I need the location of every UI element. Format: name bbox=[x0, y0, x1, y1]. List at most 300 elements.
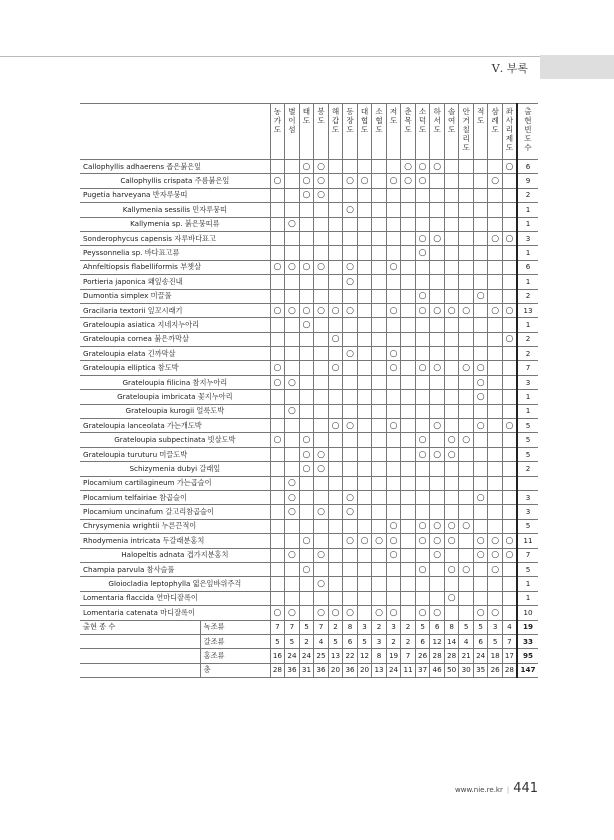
occurrence-cell bbox=[473, 260, 488, 274]
page-footer bbox=[455, 781, 538, 796]
occurrence-cell bbox=[343, 318, 358, 332]
occurrence-cell bbox=[270, 577, 285, 591]
occurrence-cell bbox=[502, 246, 517, 260]
occurrence-cell bbox=[401, 462, 416, 476]
occurrence-cell bbox=[473, 462, 488, 476]
species-name: Grateloupia elliptica 참도박 bbox=[80, 361, 270, 375]
occurrence-cell bbox=[386, 577, 401, 591]
occurrence-cell bbox=[299, 217, 314, 231]
frequency-count: 6 bbox=[517, 260, 538, 274]
frequency-count: 3 bbox=[517, 231, 538, 245]
occurrence-cell bbox=[415, 203, 430, 217]
occurrence-cell bbox=[270, 332, 285, 346]
occurrence-cell bbox=[357, 447, 372, 461]
occurrence-cell bbox=[488, 375, 503, 389]
frequency-count: 11 bbox=[517, 534, 538, 548]
occurrence-mark: ○ bbox=[502, 231, 517, 245]
occurrence-cell bbox=[270, 289, 285, 303]
occurrence-cell bbox=[328, 404, 343, 418]
table-row bbox=[80, 188, 538, 202]
occurrence-cell bbox=[285, 519, 300, 533]
occurrence-mark: ○ bbox=[430, 548, 445, 562]
occurrence-cell bbox=[386, 203, 401, 217]
occurrence-cell bbox=[299, 419, 314, 433]
occurrence-cell bbox=[473, 476, 488, 490]
occurrence-cell bbox=[372, 490, 387, 504]
table-row bbox=[80, 490, 538, 504]
occurrence-cell bbox=[270, 246, 285, 260]
summary-value: 2 bbox=[372, 620, 387, 634]
occurrence-cell bbox=[401, 246, 416, 260]
occurrence-cell bbox=[285, 462, 300, 476]
occurrence-cell bbox=[343, 476, 358, 490]
occurrence-cell bbox=[415, 490, 430, 504]
species-name: Schizymenia dubyi 갈래잎 bbox=[80, 462, 270, 476]
summary-total: 147 bbox=[517, 663, 538, 677]
table-row bbox=[80, 246, 538, 260]
occurrence-cell bbox=[314, 476, 329, 490]
frequency-count: 2 bbox=[517, 462, 538, 476]
occurrence-cell bbox=[386, 332, 401, 346]
occurrence-cell bbox=[473, 275, 488, 289]
occurrence-mark: ○ bbox=[343, 347, 358, 361]
species-name: Callophyllis adhaerens 좁은붉은잎 bbox=[80, 160, 270, 174]
occurrence-cell bbox=[328, 188, 343, 202]
occurrence-cell bbox=[488, 332, 503, 346]
summary-value: 13 bbox=[372, 663, 387, 677]
occurrence-mark: ○ bbox=[502, 548, 517, 562]
occurrence-cell bbox=[328, 375, 343, 389]
occurrence-cell bbox=[459, 404, 474, 418]
occurrence-cell bbox=[415, 275, 430, 289]
occurrence-cell bbox=[314, 347, 329, 361]
occurrence-cell bbox=[430, 217, 445, 231]
occurrence-cell bbox=[502, 260, 517, 274]
summary-category: 총 bbox=[200, 663, 270, 677]
occurrence-mark: ○ bbox=[328, 606, 343, 620]
frequency-count: 2 bbox=[517, 289, 538, 303]
occurrence-mark: ○ bbox=[285, 260, 300, 274]
occurrence-mark: ○ bbox=[343, 505, 358, 519]
occurrence-mark: ○ bbox=[285, 476, 300, 490]
occurrence-cell bbox=[299, 275, 314, 289]
occurrence-cell bbox=[314, 275, 329, 289]
occurrence-cell bbox=[401, 188, 416, 202]
occurrence-cell bbox=[357, 577, 372, 591]
occurrence-mark: ○ bbox=[328, 303, 343, 317]
summary-value: 36 bbox=[314, 663, 329, 677]
occurrence-cell bbox=[473, 160, 488, 174]
occurrence-cell bbox=[430, 174, 445, 188]
occurrence-cell bbox=[459, 275, 474, 289]
occurrence-cell bbox=[314, 534, 329, 548]
summary-category: 홍조류 bbox=[200, 649, 270, 663]
occurrence-mark: ○ bbox=[488, 606, 503, 620]
table-row bbox=[80, 375, 538, 389]
occurrence-mark: ○ bbox=[270, 303, 285, 317]
occurrence-mark: ○ bbox=[473, 534, 488, 548]
column-header-label: 대협도 bbox=[360, 107, 369, 134]
occurrence-cell bbox=[444, 246, 459, 260]
occurrence-mark: ○ bbox=[386, 260, 401, 274]
occurrence-cell bbox=[473, 318, 488, 332]
occurrence-cell bbox=[285, 591, 300, 605]
occurrence-cell bbox=[328, 433, 343, 447]
occurrence-cell bbox=[502, 490, 517, 504]
species-name: Ahnfeltiopsis flabelliformis 부챗살 bbox=[80, 260, 270, 274]
occurrence-mark: ○ bbox=[299, 534, 314, 548]
column-header-label: 소협도 bbox=[375, 107, 383, 134]
occurrence-cell bbox=[270, 490, 285, 504]
occurrence-cell bbox=[270, 275, 285, 289]
occurrence-cell bbox=[488, 160, 503, 174]
occurrence-cell bbox=[343, 332, 358, 346]
summary-value: 2 bbox=[401, 620, 416, 634]
summary-value: 2 bbox=[299, 634, 314, 648]
occurrence-cell bbox=[372, 289, 387, 303]
species-name: Lomentaria flaccida 연마디잘록이 bbox=[80, 591, 270, 605]
column-header-island bbox=[473, 104, 488, 160]
occurrence-cell bbox=[357, 433, 372, 447]
summary-value: 6 bbox=[415, 634, 430, 648]
occurrence-cell bbox=[285, 534, 300, 548]
occurrence-cell bbox=[386, 275, 401, 289]
occurrence-mark: ○ bbox=[502, 303, 517, 317]
occurrence-cell bbox=[459, 260, 474, 274]
occurrence-cell bbox=[328, 534, 343, 548]
occurrence-cell bbox=[372, 447, 387, 461]
summary-value: 31 bbox=[299, 663, 314, 677]
occurrence-cell bbox=[328, 562, 343, 576]
occurrence-mark: ○ bbox=[415, 246, 430, 260]
occurrence-cell bbox=[314, 203, 329, 217]
occurrence-cell bbox=[488, 390, 503, 404]
occurrence-cell bbox=[270, 347, 285, 361]
occurrence-cell bbox=[444, 505, 459, 519]
summary-value: 5 bbox=[299, 620, 314, 634]
summary-total: 19 bbox=[517, 620, 538, 634]
summary-total: 33 bbox=[517, 634, 538, 648]
occurrence-cell bbox=[488, 577, 503, 591]
occurrence-mark: ○ bbox=[299, 160, 314, 174]
occurrence-cell bbox=[502, 188, 517, 202]
occurrence-mark: ○ bbox=[444, 303, 459, 317]
frequency-count: 3 bbox=[517, 505, 538, 519]
summary-value: 28 bbox=[502, 663, 517, 677]
occurrence-cell bbox=[473, 447, 488, 461]
frequency-count: 7 bbox=[517, 548, 538, 562]
occurrence-cell bbox=[415, 347, 430, 361]
occurrence-cell bbox=[372, 404, 387, 418]
occurrence-cell bbox=[357, 404, 372, 418]
occurrence-cell bbox=[502, 562, 517, 576]
species-name: Kallymenia sessilis 민자루뭉띠 bbox=[80, 203, 270, 217]
table-row bbox=[80, 577, 538, 591]
occurrence-mark: ○ bbox=[502, 419, 517, 433]
occurrence-cell bbox=[328, 231, 343, 245]
occurrence-mark: ○ bbox=[473, 419, 488, 433]
occurrence-cell bbox=[430, 188, 445, 202]
occurrence-cell bbox=[328, 260, 343, 274]
occurrence-cell bbox=[459, 534, 474, 548]
summary-value: 28 bbox=[444, 649, 459, 663]
occurrence-cell bbox=[415, 375, 430, 389]
occurrence-cell bbox=[328, 203, 343, 217]
frequency-count bbox=[517, 476, 538, 490]
occurrence-cell bbox=[299, 332, 314, 346]
occurrence-cell bbox=[270, 505, 285, 519]
occurrence-mark: ○ bbox=[444, 562, 459, 576]
occurrence-cell bbox=[285, 203, 300, 217]
frequency-count: 1 bbox=[517, 577, 538, 591]
occurrence-mark: ○ bbox=[488, 562, 503, 576]
occurrence-cell bbox=[299, 519, 314, 533]
species-name: Grateloupia cornea 붉은까막살 bbox=[80, 332, 270, 346]
occurrence-cell bbox=[299, 231, 314, 245]
table-row bbox=[80, 231, 538, 245]
occurrence-cell bbox=[372, 332, 387, 346]
summary-row bbox=[80, 620, 538, 634]
occurrence-cell bbox=[386, 476, 401, 490]
occurrence-cell bbox=[430, 289, 445, 303]
occurrence-cell bbox=[299, 246, 314, 260]
occurrence-cell bbox=[502, 361, 517, 375]
occurrence-cell bbox=[299, 203, 314, 217]
occurrence-mark: ○ bbox=[314, 303, 329, 317]
summary-value: 5 bbox=[459, 620, 474, 634]
occurrence-cell bbox=[285, 275, 300, 289]
header-species-blank bbox=[80, 104, 270, 160]
summary-value: 24 bbox=[299, 649, 314, 663]
occurrence-cell bbox=[401, 390, 416, 404]
occurrence-mark: ○ bbox=[386, 419, 401, 433]
occurrence-cell bbox=[401, 419, 416, 433]
occurrence-cell bbox=[401, 447, 416, 461]
summary-value: 7 bbox=[502, 634, 517, 648]
species-name: Grateloupia imbricata 꽃지누아리 bbox=[80, 390, 270, 404]
occurrence-cell bbox=[459, 160, 474, 174]
summary-value: 5 bbox=[357, 634, 372, 648]
occurrence-mark: ○ bbox=[299, 433, 314, 447]
summary-value: 4 bbox=[502, 620, 517, 634]
occurrence-cell bbox=[343, 289, 358, 303]
occurrence-mark: ○ bbox=[372, 606, 387, 620]
column-header-frequency bbox=[517, 104, 538, 160]
frequency-count: 3 bbox=[517, 375, 538, 389]
occurrence-mark: ○ bbox=[285, 303, 300, 317]
summary-value: 5 bbox=[270, 634, 285, 648]
occurrence-cell bbox=[328, 505, 343, 519]
occurrence-cell bbox=[459, 390, 474, 404]
occurrence-cell bbox=[401, 433, 416, 447]
occurrence-cell bbox=[372, 303, 387, 317]
occurrence-cell bbox=[357, 591, 372, 605]
occurrence-cell bbox=[357, 562, 372, 576]
occurrence-cell bbox=[270, 404, 285, 418]
species-name: Halopeltis adnata 겹가지분홍치 bbox=[80, 548, 270, 562]
occurrence-mark: ○ bbox=[473, 548, 488, 562]
occurrence-cell bbox=[270, 160, 285, 174]
occurrence-mark: ○ bbox=[444, 519, 459, 533]
occurrence-mark: ○ bbox=[386, 534, 401, 548]
occurrence-mark: ○ bbox=[488, 534, 503, 548]
occurrence-cell bbox=[314, 318, 329, 332]
table-row bbox=[80, 332, 538, 346]
occurrence-cell bbox=[473, 332, 488, 346]
table-header-row bbox=[80, 104, 538, 160]
table-row bbox=[80, 462, 538, 476]
occurrence-cell bbox=[357, 217, 372, 231]
occurrence-cell bbox=[444, 390, 459, 404]
occurrence-cell bbox=[372, 160, 387, 174]
occurrence-cell bbox=[357, 318, 372, 332]
occurrence-cell bbox=[401, 505, 416, 519]
summary-value: 2 bbox=[328, 620, 343, 634]
occurrence-cell bbox=[299, 390, 314, 404]
summary-value: 7 bbox=[401, 649, 416, 663]
occurrence-cell bbox=[357, 289, 372, 303]
occurrence-cell bbox=[401, 534, 416, 548]
occurrence-cell bbox=[488, 505, 503, 519]
column-header-label: 해갑도 bbox=[331, 107, 340, 134]
occurrence-cell bbox=[444, 462, 459, 476]
occurrence-cell bbox=[415, 318, 430, 332]
summary-label: 출현 종 수 bbox=[80, 620, 200, 634]
occurrence-cell bbox=[502, 505, 517, 519]
occurrence-cell bbox=[401, 562, 416, 576]
occurrence-mark: ○ bbox=[473, 490, 488, 504]
species-name: Plocamium telfairiae 참곱슬이 bbox=[80, 490, 270, 504]
occurrence-cell bbox=[415, 188, 430, 202]
occurrence-mark: ○ bbox=[415, 433, 430, 447]
summary-value: 12 bbox=[357, 649, 372, 663]
summary-value: 2 bbox=[386, 634, 401, 648]
occurrence-mark: ○ bbox=[314, 505, 329, 519]
occurrence-cell bbox=[372, 375, 387, 389]
occurrence-cell bbox=[444, 260, 459, 274]
occurrence-cell bbox=[372, 419, 387, 433]
occurrence-cell bbox=[357, 203, 372, 217]
summary-value: 6 bbox=[430, 620, 445, 634]
occurrence-cell bbox=[314, 490, 329, 504]
occurrence-cell bbox=[372, 476, 387, 490]
occurrence-cell bbox=[328, 246, 343, 260]
occurrence-mark: ○ bbox=[328, 361, 343, 375]
occurrence-cell bbox=[502, 174, 517, 188]
occurrence-cell bbox=[401, 577, 416, 591]
occurrence-cell bbox=[386, 217, 401, 231]
occurrence-mark: ○ bbox=[314, 260, 329, 274]
occurrence-cell bbox=[285, 318, 300, 332]
occurrence-mark: ○ bbox=[285, 505, 300, 519]
occurrence-cell bbox=[430, 433, 445, 447]
occurrence-cell bbox=[488, 404, 503, 418]
occurrence-cell bbox=[270, 318, 285, 332]
occurrence-cell bbox=[488, 447, 503, 461]
occurrence-cell bbox=[459, 318, 474, 332]
occurrence-cell bbox=[328, 476, 343, 490]
summary-value: 20 bbox=[328, 663, 343, 677]
species-name: Peyssonnelia sp. 바다표고류 bbox=[80, 246, 270, 260]
occurrence-cell bbox=[357, 332, 372, 346]
occurrence-mark: ○ bbox=[343, 534, 358, 548]
occurrence-mark: ○ bbox=[343, 303, 358, 317]
summary-row bbox=[80, 649, 538, 663]
summary-total: 95 bbox=[517, 649, 538, 663]
occurrence-cell bbox=[401, 519, 416, 533]
occurrence-cell bbox=[488, 217, 503, 231]
column-header-label: 솔여도 bbox=[447, 107, 456, 134]
column-header-label: 별이섬 bbox=[288, 107, 296, 134]
occurrence-cell bbox=[270, 519, 285, 533]
table-row bbox=[80, 447, 538, 461]
occurrence-cell bbox=[430, 462, 445, 476]
summary-value: 46 bbox=[430, 663, 445, 677]
occurrence-cell bbox=[502, 217, 517, 231]
occurrence-cell bbox=[357, 462, 372, 476]
species-name: Grateloupia asiatica 지네지누아리 bbox=[80, 318, 270, 332]
occurrence-cell bbox=[444, 188, 459, 202]
occurrence-cell bbox=[488, 203, 503, 217]
table-row bbox=[80, 260, 538, 274]
occurrence-cell bbox=[415, 419, 430, 433]
summary-value: 3 bbox=[372, 634, 387, 648]
species-name: Callophyllis crispata 주름붉은잎 bbox=[80, 174, 270, 188]
occurrence-cell bbox=[285, 433, 300, 447]
summary-value: 19 bbox=[386, 649, 401, 663]
summary-value: 26 bbox=[415, 649, 430, 663]
occurrence-cell bbox=[502, 606, 517, 620]
summary-value: 2 bbox=[401, 634, 416, 648]
occurrence-cell bbox=[415, 462, 430, 476]
occurrence-cell bbox=[444, 606, 459, 620]
occurrence-cell bbox=[459, 419, 474, 433]
summary-value: 8 bbox=[444, 620, 459, 634]
occurrence-mark: ○ bbox=[430, 231, 445, 245]
occurrence-cell bbox=[488, 519, 503, 533]
occurrence-mark: ○ bbox=[415, 519, 430, 533]
table-row bbox=[80, 476, 538, 490]
footer-separator: | bbox=[506, 786, 510, 794]
occurrence-cell bbox=[328, 462, 343, 476]
occurrence-cell bbox=[285, 332, 300, 346]
summary-value: 3 bbox=[488, 620, 503, 634]
occurrence-cell bbox=[473, 246, 488, 260]
occurrence-cell bbox=[270, 591, 285, 605]
species-name: Grateloupia lanceolata 가는개도박 bbox=[80, 419, 270, 433]
occurrence-cell bbox=[386, 390, 401, 404]
occurrence-cell bbox=[299, 577, 314, 591]
occurrence-cell bbox=[386, 505, 401, 519]
column-header-island bbox=[502, 104, 517, 160]
table-row bbox=[80, 591, 538, 605]
occurrence-cell bbox=[488, 419, 503, 433]
occurrence-cell bbox=[502, 289, 517, 303]
column-header-island bbox=[357, 104, 372, 160]
occurrence-mark: ○ bbox=[299, 303, 314, 317]
occurrence-cell bbox=[459, 203, 474, 217]
occurrence-mark: ○ bbox=[415, 160, 430, 174]
occurrence-mark: ○ bbox=[473, 606, 488, 620]
occurrence-cell bbox=[270, 476, 285, 490]
occurrence-cell bbox=[343, 577, 358, 591]
occurrence-cell bbox=[386, 562, 401, 576]
occurrence-cell bbox=[314, 390, 329, 404]
occurrence-cell bbox=[386, 447, 401, 461]
occurrence-cell bbox=[343, 390, 358, 404]
occurrence-cell bbox=[372, 505, 387, 519]
occurrence-cell bbox=[502, 462, 517, 476]
